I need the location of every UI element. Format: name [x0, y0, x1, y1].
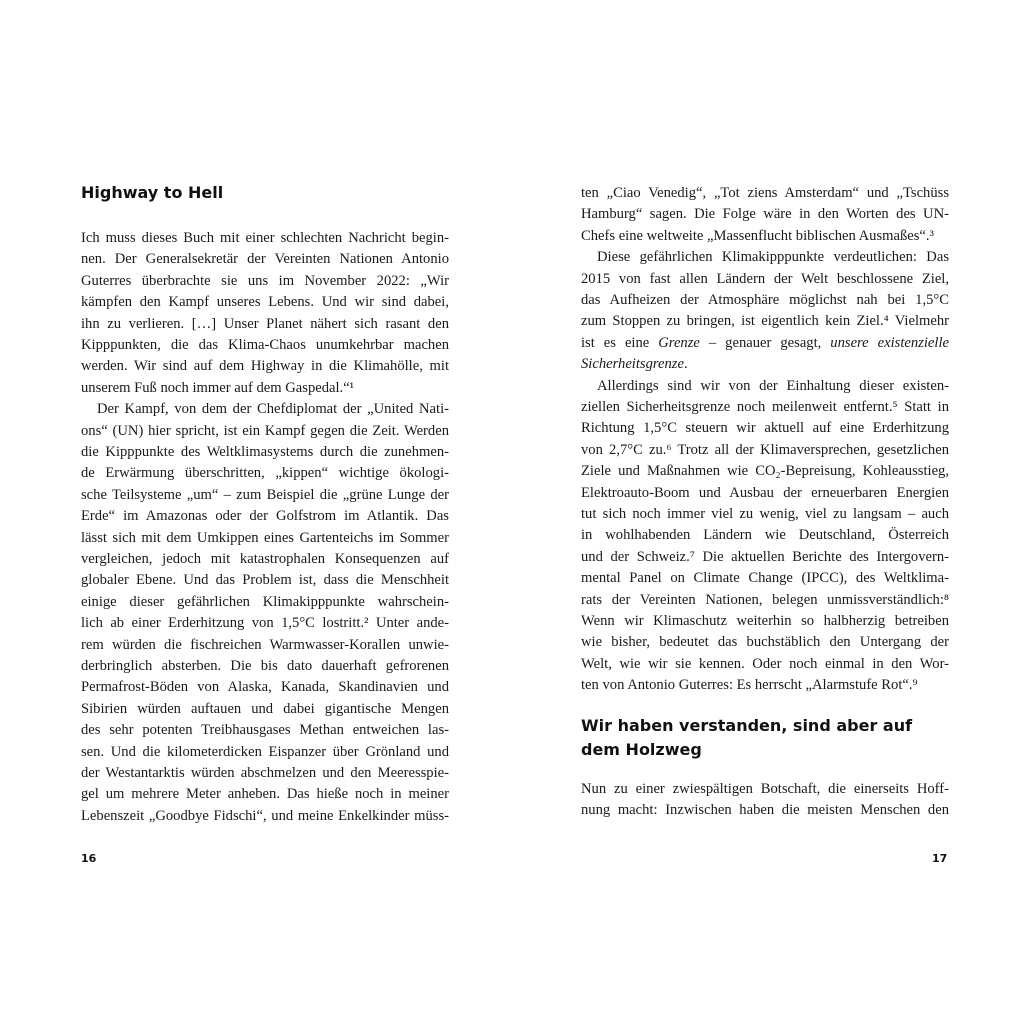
- text-line: sen. Und die kilometerdicken Eispanzer über Grönland und: [81, 743, 449, 760]
- text-line: und der Schweiz.⁷ Die aktuellen Berichte des Intergovern-: [581, 548, 949, 565]
- text-line: lässt sich mit dem Umkippen eines Gartenteichs im Sommer: [81, 529, 449, 546]
- text-line: des sehr potenten Treibhausgases Methan entweichen las-: [81, 722, 449, 739]
- text-line: derbringlich absterben. Die bis dato dauerhaft gefrorenen: [81, 658, 449, 674]
- text-line: der Westantarktis würden abschmelzen und den Meeresspie-: [81, 765, 449, 781]
- text-line: einige dieser gefährlichen Klimakipppunkte wahrschein-: [81, 593, 449, 610]
- text-line: Diese gefährlichen Klimakipppunkte verdeutlichen: Das: [597, 249, 949, 266]
- text-line: zum Stoppen zu bringen, ist eigentlich kein Ziel.⁴ Vielmehr: [581, 313, 949, 330]
- section-heading: Highway to Hell: [81, 183, 224, 202]
- text-line: Allerdings sind wir von der Einhaltung dieser existen-: [597, 377, 949, 394]
- text-line: in wohlhabenden Ländern wie Deutschland, Österreich: [581, 527, 949, 544]
- text-line: ihn zu verlieren. […] Unser Planet nähert sich rasant den: [81, 315, 449, 332]
- page-number: 16: [81, 852, 97, 865]
- text-line: Ziele und Maßnahmen wie CO₂-Bepreisung, Kohleausstieg,: [581, 463, 949, 480]
- text-line: Lebenszeit „Goodbye Fidschi“, und meine Enkelkinder müss-: [81, 807, 449, 824]
- text-line: de Erwärmung überschritten, „kippen“ wichtige ökologi-: [81, 465, 449, 482]
- text-line: Der Kampf, von dem der Chefdiplomat der „United Nati-: [97, 401, 449, 418]
- text-line: Permafrost-Böden von Alaska, Kanada, Skandinavien und: [81, 679, 449, 696]
- text-line: Ich muss dieses Buch mit einer schlechten Nachricht begin-: [81, 230, 449, 246]
- text-line: unserem Fuß noch immer auf dem Gaspedal.“¹: [81, 379, 355, 396]
- text-line: Guterres überbrachte sie uns im November 2022: „Wir: [81, 272, 449, 289]
- text-line: Chefs eine weltweite „Massenflucht biblischen Ausmaßes“.³: [581, 227, 934, 244]
- text-line: wie bisher, bedeutet das buchstäblich den Untergang der: [581, 634, 949, 651]
- text-line: lich ab einer Erderhitzung von 1,5°C lostritt.² Unter ande-: [81, 615, 449, 632]
- text-line: Wenn wir Klimaschutz weiterhin so halbherzig betreiben: [581, 613, 949, 629]
- text-line: Elektroauto-Boom und Ausbau der erneuerbaren Energien: [581, 484, 949, 501]
- text-line: rem würden die fischreichen Warmwasser-Korallen unwie-: [81, 636, 449, 653]
- text-line: nung macht: Inzwischen haben die meisten Menschen den: [581, 802, 949, 819]
- text-line: ons“ (UN) hier spricht, ist ein Kampf gegen die Zeit. Werden: [81, 422, 449, 439]
- text-line: Sicherheitsgrenze.: [581, 356, 688, 373]
- text-line: das Aufheizen der Atmosphäre möglichst nah bei 1,5°C: [581, 292, 949, 308]
- text-line: ziellen Sicherheitsgrenze noch meilenweit entfernt.⁵ Statt in: [581, 399, 949, 415]
- text-line: Sibirien würden auftauen und dabei gigantische Mengen: [81, 700, 449, 717]
- right-page: [512, 0, 1024, 1024]
- text-line: Nun zu einer zwiespältigen Botschaft, die einerseits Hoff-: [581, 781, 949, 797]
- text-line: globaler Ebene. Und das Problem ist, dass die Menschheit: [81, 572, 449, 589]
- section-heading: Wir haben verstanden, sind aber auf dem Holzweg: [581, 716, 913, 759]
- text-line: Welt, wie wir sie kennen. Oder noch einmal in den Wor-: [581, 655, 949, 672]
- text-line: ten von Antonio Guterres: Es herrscht „Alarmstufe Rot“.⁹: [581, 677, 918, 694]
- text-line: vergleichen, jedoch mit katastrophalen Konsequenzen auf: [81, 551, 449, 567]
- text-line: werden. Wir sind auf dem Highway in die Klimahölle, mit: [81, 358, 449, 375]
- page-number: 17: [932, 852, 948, 865]
- text-line: kämpfen den Kampf unseres Lebens. Und wir sind dabei,: [81, 294, 449, 311]
- text-line: nen. Der Generalsekretär der Vereinten Nationen Antonio: [81, 251, 449, 268]
- text-line: ist es eine Grenze – genauer gesagt, unsere existenzielle: [581, 334, 949, 351]
- text-line: Erde“ im Amazonas oder der Golfstrom im Atlantik. Das: [81, 508, 449, 525]
- text-line: mental Panel on Climate Change (IPCC), des Weltklima-: [581, 570, 949, 587]
- text-line: 2015 von fast allen Ländern der Welt beschlossene Ziel,: [581, 270, 949, 287]
- text-line: Kipppunkten, die das Klima-Chaos unumkehrbar machen: [81, 337, 449, 353]
- text-line: rats der Vereinten Nationen, belegen unmissverständlich:⁸: [581, 591, 949, 608]
- text-line: die Kipppunkte des Weltklimasystems durch die zunehmen-: [81, 444, 449, 460]
- text-line: gel um mehrere Meter anheben. Das hieße noch in meiner: [81, 786, 449, 803]
- text-line: von 2,7°C zu.⁶ Trotz all der Klimaversprechen, gesetzlichen: [581, 441, 949, 458]
- text-line: Hamburg“ sagen. Die Folge wäre in den Worten des UN-: [581, 206, 949, 223]
- text-line: ten „Ciao Venedig“, „Tot ziens Amsterdam“ und „Tschüss: [581, 185, 949, 201]
- text-line: Richtung 1,5°C steuern wir aktuell auf eine Erderhitzung: [581, 420, 949, 437]
- text-line: sche Teilsysteme „um“ – zum Beispiel die „grüne Lunge der: [81, 486, 449, 503]
- text-line: tut sich noch immer viel zu wenig, viel zu langsam – auch: [581, 506, 949, 522]
